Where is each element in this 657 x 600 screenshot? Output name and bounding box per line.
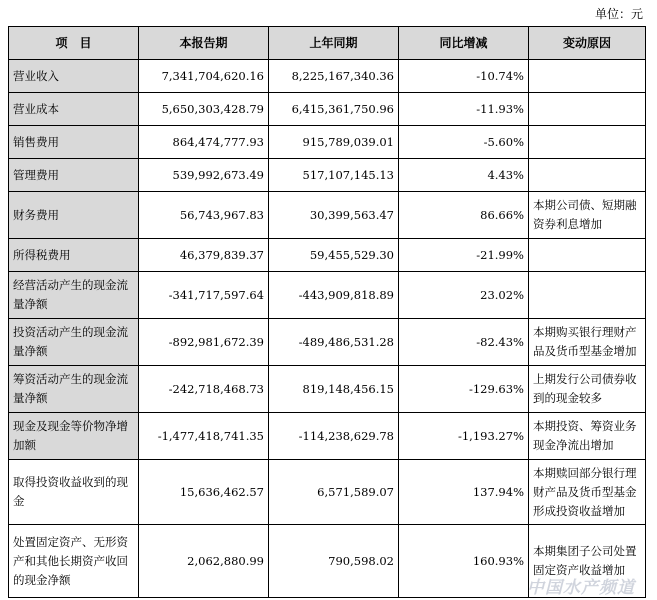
row-current: 56,743,967.83 xyxy=(139,192,269,239)
row-change: -1,193.27% xyxy=(399,413,529,460)
row-item: 处置固定资产、无形资产和其他长期资产收回的现金净额 xyxy=(9,525,139,598)
table-row xyxy=(9,413,646,460)
row-reason xyxy=(529,126,646,159)
row-current: 5,650,303,428.79 xyxy=(139,93,269,126)
unit-label: 单位：元 xyxy=(594,7,643,21)
row-item: 管理费用 xyxy=(9,159,139,192)
table-row xyxy=(9,460,646,525)
row-reason: 上期发行公司债券收到的现金较多 xyxy=(529,366,646,413)
row-item: 筹资活动产生的现金流量净额 xyxy=(9,366,139,413)
row-reason xyxy=(529,272,646,319)
row-item: 投资活动产生的现金流量净额 xyxy=(9,319,139,366)
row-change: -21.99% xyxy=(399,239,529,272)
table-row xyxy=(9,126,646,159)
row-change: -11.93% xyxy=(399,93,529,126)
row-prior: 790,598.02 xyxy=(269,525,399,598)
row-item: 财务费用 xyxy=(9,192,139,239)
row-change: -82.43% xyxy=(399,319,529,366)
row-reason: 本期集团子公司处置固定资产收益增加 xyxy=(529,525,646,598)
header-item: 项 目 xyxy=(9,27,139,60)
row-reason: 本期购买银行理财产品及货币型基金增加 xyxy=(529,319,646,366)
row-change: -5.60% xyxy=(399,126,529,159)
row-prior: 915,789,039.01 xyxy=(269,126,399,159)
row-current: 7,341,704,620.16 xyxy=(139,60,269,93)
row-prior: 517,107,145.13 xyxy=(269,159,399,192)
row-reason: 本期赎回部分银行理财产品及货币型基金形成投资收益增加 xyxy=(529,460,646,525)
row-item: 所得税费用 xyxy=(9,239,139,272)
header-current-period: 本报告期 xyxy=(139,27,269,60)
row-item: 销售费用 xyxy=(9,126,139,159)
row-prior: -489,486,531.28 xyxy=(269,319,399,366)
row-reason xyxy=(529,239,646,272)
row-current: -1,477,418,741.35 xyxy=(139,413,269,460)
row-item: 营业成本 xyxy=(9,93,139,126)
row-current: 864,474,777.93 xyxy=(139,126,269,159)
row-change: 23.02% xyxy=(399,272,529,319)
row-change: 160.93% xyxy=(399,525,529,598)
row-item: 营业收入 xyxy=(9,60,139,93)
row-reason xyxy=(529,93,646,126)
row-current: 46,379,839.37 xyxy=(139,239,269,272)
watermark-logo: 中国水产频道 xyxy=(527,578,635,598)
row-current: 539,992,673.49 xyxy=(139,159,269,192)
table-row xyxy=(9,192,646,239)
table-row xyxy=(9,60,646,93)
row-current: -892,981,672.39 xyxy=(139,319,269,366)
row-prior: 819,148,456.15 xyxy=(269,366,399,413)
header-yoy-change: 同比增减 xyxy=(399,27,529,60)
row-reason: 本期公司债、短期融资券利息增加 xyxy=(529,192,646,239)
row-reason xyxy=(529,60,646,93)
row-change: 137.94% xyxy=(399,460,529,525)
row-current: 2,062,880.99 xyxy=(139,525,269,598)
row-item: 经营活动产生的现金流量净额 xyxy=(9,272,139,319)
row-prior: 6,415,361,750.96 xyxy=(269,93,399,126)
row-prior: 6,571,589.07 xyxy=(269,460,399,525)
table-row xyxy=(9,159,646,192)
table-row xyxy=(9,239,646,272)
row-change: 4.43% xyxy=(399,159,529,192)
table-row xyxy=(9,319,646,366)
table-row xyxy=(9,366,646,413)
table-header-row xyxy=(9,27,646,60)
row-item: 现金及现金等价物净增加额 xyxy=(9,413,139,460)
row-prior: -443,909,818.89 xyxy=(269,272,399,319)
header-change-reason: 变动原因 xyxy=(529,27,646,60)
row-item: 取得投资收益收到的现金 xyxy=(9,460,139,525)
header-prior-period: 上年同期 xyxy=(269,27,399,60)
table-row xyxy=(9,272,646,319)
row-prior: 59,455,529.30 xyxy=(269,239,399,272)
row-change: -129.63% xyxy=(399,366,529,413)
row-prior: 8,225,167,340.36 xyxy=(269,60,399,93)
row-current: -242,718,468.73 xyxy=(139,366,269,413)
row-reason xyxy=(529,159,646,192)
financial-table xyxy=(8,26,646,598)
row-prior: 30,399,563.47 xyxy=(269,192,399,239)
table-row xyxy=(9,93,646,126)
row-change: 86.66% xyxy=(399,192,529,239)
row-prior: -114,238,629.78 xyxy=(269,413,399,460)
row-reason: 本期投资、筹资业务现金净流出增加 xyxy=(529,413,646,460)
row-change: -10.74% xyxy=(399,60,529,93)
row-current: -341,717,597.64 xyxy=(139,272,269,319)
row-current: 15,636,462.57 xyxy=(139,460,269,525)
